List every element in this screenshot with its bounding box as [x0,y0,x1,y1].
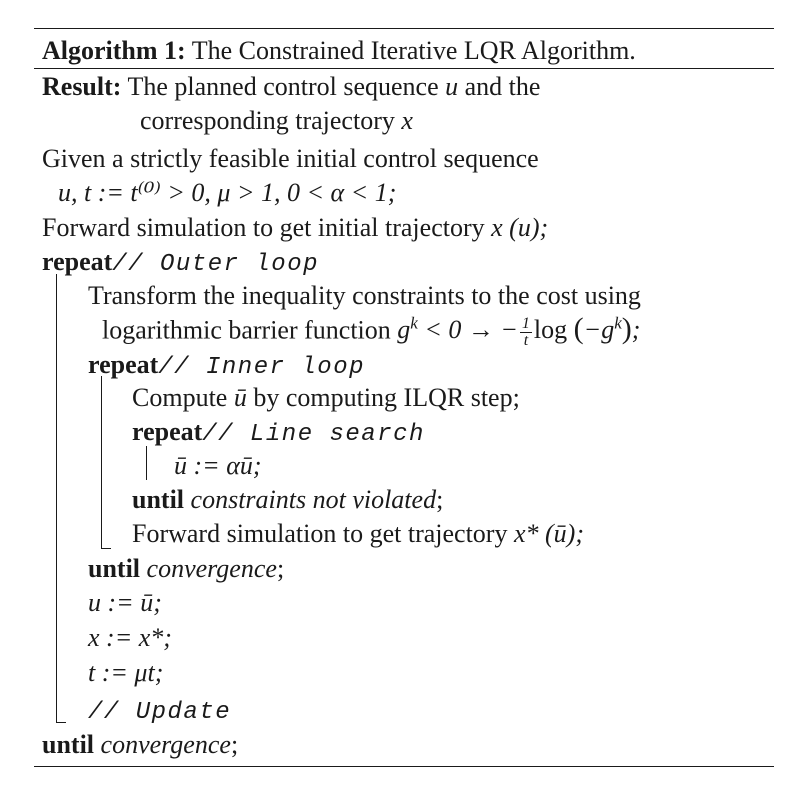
forward-traj-line [132,521,584,547]
outer-loop-bar [56,274,57,722]
transform-text-1: Transform the inequality constraints to the cost using [88,281,641,310]
result-text-1: The planned control sequence [127,72,439,101]
forward-init-text: Forward simulation to get initial trajectory [42,213,485,242]
given-line-2 [58,180,396,206]
update-comment-line [88,697,231,725]
bottom-rule [34,766,774,767]
transform-text-2: logarithmic barrier function [102,315,391,345]
caption-rule [34,68,774,69]
until-outer-convergence-text: convergence [100,730,231,759]
assign-u-line [88,590,162,616]
until-constraints-line [132,487,443,513]
line-search-step-line [174,453,262,479]
until-inner-keyword: until [88,554,141,583]
until-outer-keyword: until [42,730,95,759]
update-comment: // Update [88,699,232,726]
until-constraints-keyword: until [132,485,185,514]
outer-loop-comment: // Outer loop [112,251,320,278]
transform-line-2 [102,312,641,349]
repeat-line-search-line [132,419,425,447]
until-constraints-text: constraints not violated [190,485,437,514]
result-var-x: x [401,106,413,135]
compute-var: ū [233,383,247,412]
assign-u: u := ū; [88,588,162,617]
repeat-inner-line [88,352,365,380]
barrier-formula: $g^k < 0$ → − $\frac{1}{t}$ $\log (-g^k)$; [397,312,641,349]
result-line-1 [42,74,540,100]
result-line-2 [140,108,413,134]
forward-init-line [42,215,548,241]
given-math: u, t := t⁽⁰⁾ > 0, μ > 1, 0 < α < 1; [58,178,397,207]
until-constraints-semicolon: ; [436,485,444,514]
algorithm-label: Algorithm 1: [42,36,186,65]
compute-text-2: by computing ILQR step; [253,383,520,412]
compute-line [132,385,520,411]
repeat-outer-line [42,249,319,277]
line-search-step: ū := αū; [174,451,262,480]
line-search-comment: // Line search [202,421,425,448]
result-label: Result: [42,72,122,101]
repeat-inner-keyword: repeat [88,350,159,379]
assign-t: t := μt; [88,658,164,687]
top-rule [34,28,774,29]
repeat-outer-keyword: repeat [42,247,113,276]
result-text-1-end: and the [464,72,541,101]
forward-traj-math: x* (ū); [513,519,584,548]
until-outer-semicolon: ; [230,730,239,759]
forward-init-math: x (u); [491,213,549,242]
compute-text-1: Compute [132,383,228,412]
until-inner-convergence-line [88,556,284,582]
algorithm-caption [42,38,636,64]
inner-loop-comment: // Inner loop [158,354,366,381]
inner-loop-bar-end [101,548,111,549]
given-line-1 [42,146,539,172]
until-outer-convergence-line [42,732,238,758]
until-inner-semicolon: ; [276,554,285,583]
result-text-2: corresponding trajectory [140,106,395,135]
line-search-bar [146,446,147,480]
result-var-u: u [445,72,459,101]
outer-loop-bar-end [56,722,66,723]
forward-traj-text: Forward simulation to get trajectory [132,519,508,548]
given-text: Given a strictly feasible initial control sequence [42,144,539,173]
until-inner-convergence-text: convergence [146,554,277,583]
assign-x: x := x*; [88,623,172,652]
inner-loop-bar [101,376,102,548]
repeat-line-search-keyword: repeat [132,417,203,446]
transform-line-1 [88,283,641,309]
assign-t-line [88,660,163,686]
assign-x-line [88,625,172,651]
algorithm-title: The Constrained Iterative LQR Algorithm. [191,36,636,65]
